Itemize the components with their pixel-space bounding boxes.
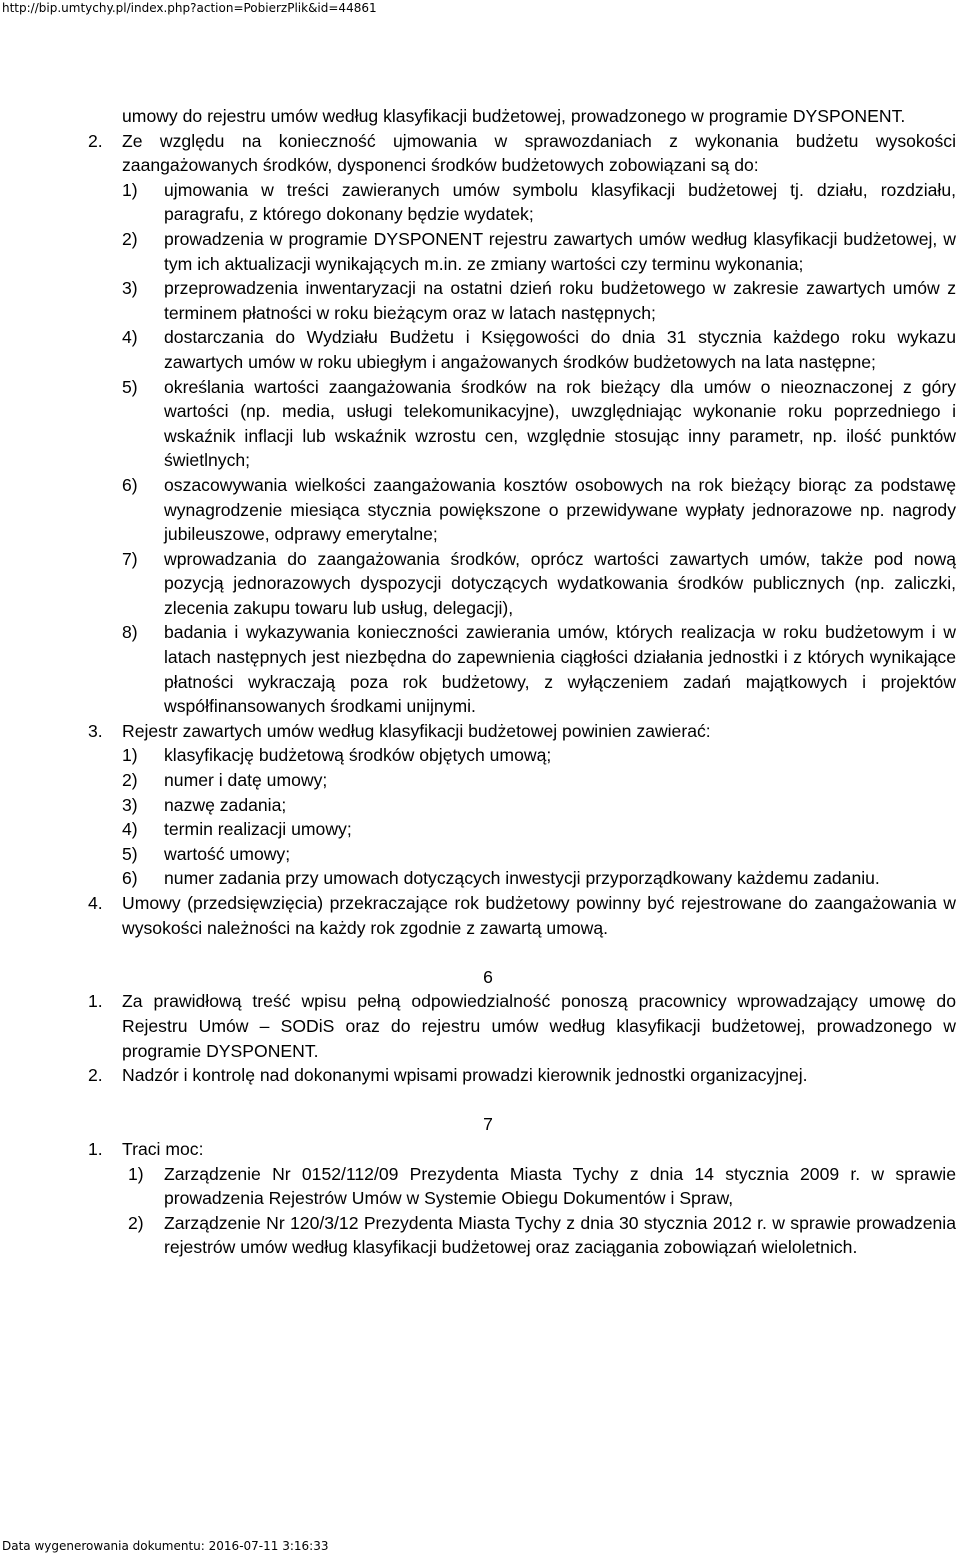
list-item (0, 325, 960, 374)
item-text: Zarządzenie Nr 0152/112/09 Prezydenta Miasta Tychy z dnia 14 stycznia 2009 r. w sprawie prowadzenia Rejestrów Umów w Systemie Obiegu Dokumentów i Spraw, (164, 1163, 956, 1209)
section-heading: 6 (483, 966, 493, 987)
item-text: wartość umowy; (164, 843, 291, 864)
section-7-point-1 (0, 1137, 960, 1162)
point-text: Traci moc: (122, 1138, 204, 1159)
item-text: badania i wykazywania konieczności zawierania umów, których realizacja w roku budżetowym i w latach następnych jest niezbędna do zapewnienia ciągłości działania jednostki i z których wynikające płatności wykraczają poza rok budżetowy, z wyłączeniem zadań majątkowych i projektów współfinansowanych środkami unijnymi. (164, 622, 956, 717)
list-item (0, 375, 960, 473)
list-item (0, 866, 960, 891)
item-number: 5) (122, 376, 138, 397)
item-number: 1) (128, 1163, 144, 1184)
generation-date: Data wygenerowania dokumentu: 2016-07-11 3:16:33 (2, 1539, 329, 1553)
list-item (0, 817, 960, 842)
item-number: 2) (128, 1212, 144, 1233)
source-url: http://bip.umtychy.pl/index.php?action=PobierzPlik&id=44861 (2, 1, 377, 15)
list-item (0, 473, 960, 547)
item-text: klasyfikację budżetową środków objętych umową; (164, 745, 552, 766)
point-text: Za prawidłową treść wpisu pełną odpowiedzialność ponoszą pracownicy wprowadzający umowę do Rejestru Umów – SODiS oraz do rejestru umów według klasyfikacji budżetowej, prowadzonego w programie DYSPONENT. (122, 991, 956, 1061)
item-number: 6) (122, 474, 138, 495)
point-number: 4. (88, 893, 103, 913)
section-6-point-2 (0, 1063, 960, 1088)
list-item (0, 227, 960, 276)
item-text: termin realizacji umowy; (164, 819, 352, 840)
item-number: 4) (122, 327, 138, 348)
item-number: 4) (122, 819, 138, 840)
item-text: numer zadania przy umowach dotyczących inwestycji przyporządkowany każdemu zadaniu. (164, 868, 880, 889)
section-6-point-1 (0, 989, 960, 1063)
item-number: 6) (122, 868, 138, 889)
item-text: numer i datę umowy; (164, 770, 328, 791)
item-number: 3) (122, 794, 138, 815)
point-text: Umowy (przedsięwzięcia) przekraczające rok budżetowy powinny być rejestrowane do zaangażowania w wysokości należności na każdy rok zgodnie z zawartą umową. (122, 893, 956, 938)
item-number: 8) (122, 622, 138, 643)
item-text: dostarczania do Wydziału Budżetu i Księgowości do dnia 31 stycznia każdego roku wykazu zawartych umów w roku ubiegłym i angażowanych środków budżetowych na lata następne; (164, 327, 956, 372)
item-text: określania wartości zaangażowania środków na rok bieżący dla umów o nieoznaczonej z góry wartości (np. media, usługi telekomunikacyjne), uwzględniając wykonanie roku poprzedniego i wskaźnik inflacji lub wskaźnik wzrostu cen, względnie stosując inny parametr, np. ilość punktów świetlnych; (164, 376, 956, 471)
item-number: 2) (122, 228, 138, 249)
item-text: ujmowania w treści zawieranych umów symbolu klasyfikacji budżetowej tj. działu, rozdziału, paragrafu, z którego dokonany będzie wydatek; (164, 179, 956, 225)
point-4 (0, 891, 960, 940)
list-item (0, 276, 960, 325)
point-text: Nadzór i kontrolę nad dokonanymi wpisami prowadzi kierownik jednostki organizacyjnej. (122, 1065, 808, 1086)
item-text: prowadzenia w programie DYSPONENT rejestru zawartych umów według klasyfikacji budżetowej, w tym ich aktualizacji wynikających m.in. ze zmiany wartości czy terminu wykonania; (164, 228, 956, 274)
item-text: przeprowadzenia inwentaryzacji na ostatni dzień roku budżetowego w zakresie zawartych umów z terminem płatności w roku bieżącym oraz w latach następnych; (164, 278, 956, 323)
item-number: 5) (122, 843, 138, 864)
list-item (0, 547, 960, 621)
point-text: Ze względu na konieczność ujmowania w sprawozdaniach z wykonania budżetu wysokości zaangażowanych środków, dysponenci środków budżetowych zobowiązani są do: (122, 130, 956, 176)
list-item (0, 842, 960, 867)
point-number: 2. (88, 1065, 103, 1086)
item-text: Zarządzenie Nr 120/3/12 Prezydenta Miasta Tychy z dnia 30 stycznia 2012 r. w sprawie prowadzenia rejestrów umów według klasyfikacji budżetowej oraz zaciągania zobowiązań wieloletnich. (164, 1212, 956, 1258)
point-text: Rejestr zawartych umów według klasyfikacji budżetowej powinien zawierać: (122, 720, 711, 741)
list-item (0, 793, 960, 818)
list-item (0, 1162, 960, 1211)
section-heading: 7 (483, 1114, 493, 1135)
item-text: wprowadzania do zaangażowania środków, oprócz wartości zawartych umów, także pod nową pozycją jednorazowych dyspozycji dotyczących wydatkowania środków publicznych (np. zaliczki, zlecenia zakupu towaru lub usług, delegacji), (164, 548, 956, 618)
item-text: oszacowywania wielkości zaangażowania kosztów osobowych na rok bieżący biorąc za podstawę wynagrodzenie miesiąca stycznia powiększone o przewidywane wypłaty jednorazowe np. nagrody jubileuszowe, odprawy emerytalne; (164, 474, 956, 545)
point-3 (0, 719, 960, 744)
item-number: 7) (122, 548, 138, 569)
point-number: 3. (88, 720, 103, 741)
document-body (0, 104, 960, 1260)
point-number: 1. (88, 991, 103, 1012)
continued-paragraph: umowy do rejestru umów według klasyfikacji budżetowej, prowadzonego w programie DYSPONENT. (122, 106, 906, 126)
point-2 (0, 129, 960, 178)
list-item (0, 620, 960, 718)
item-number: 2) (122, 770, 138, 791)
list-item (0, 743, 960, 768)
point-number: 1. (88, 1138, 103, 1159)
point-number: 2. (88, 130, 103, 151)
item-number: 3) (122, 278, 138, 299)
item-number: 1) (122, 179, 138, 200)
list-item (0, 768, 960, 793)
list-item (0, 1211, 960, 1260)
list-item (0, 178, 960, 227)
item-text: nazwę zadania; (164, 794, 287, 815)
item-number: 1) (122, 745, 138, 766)
